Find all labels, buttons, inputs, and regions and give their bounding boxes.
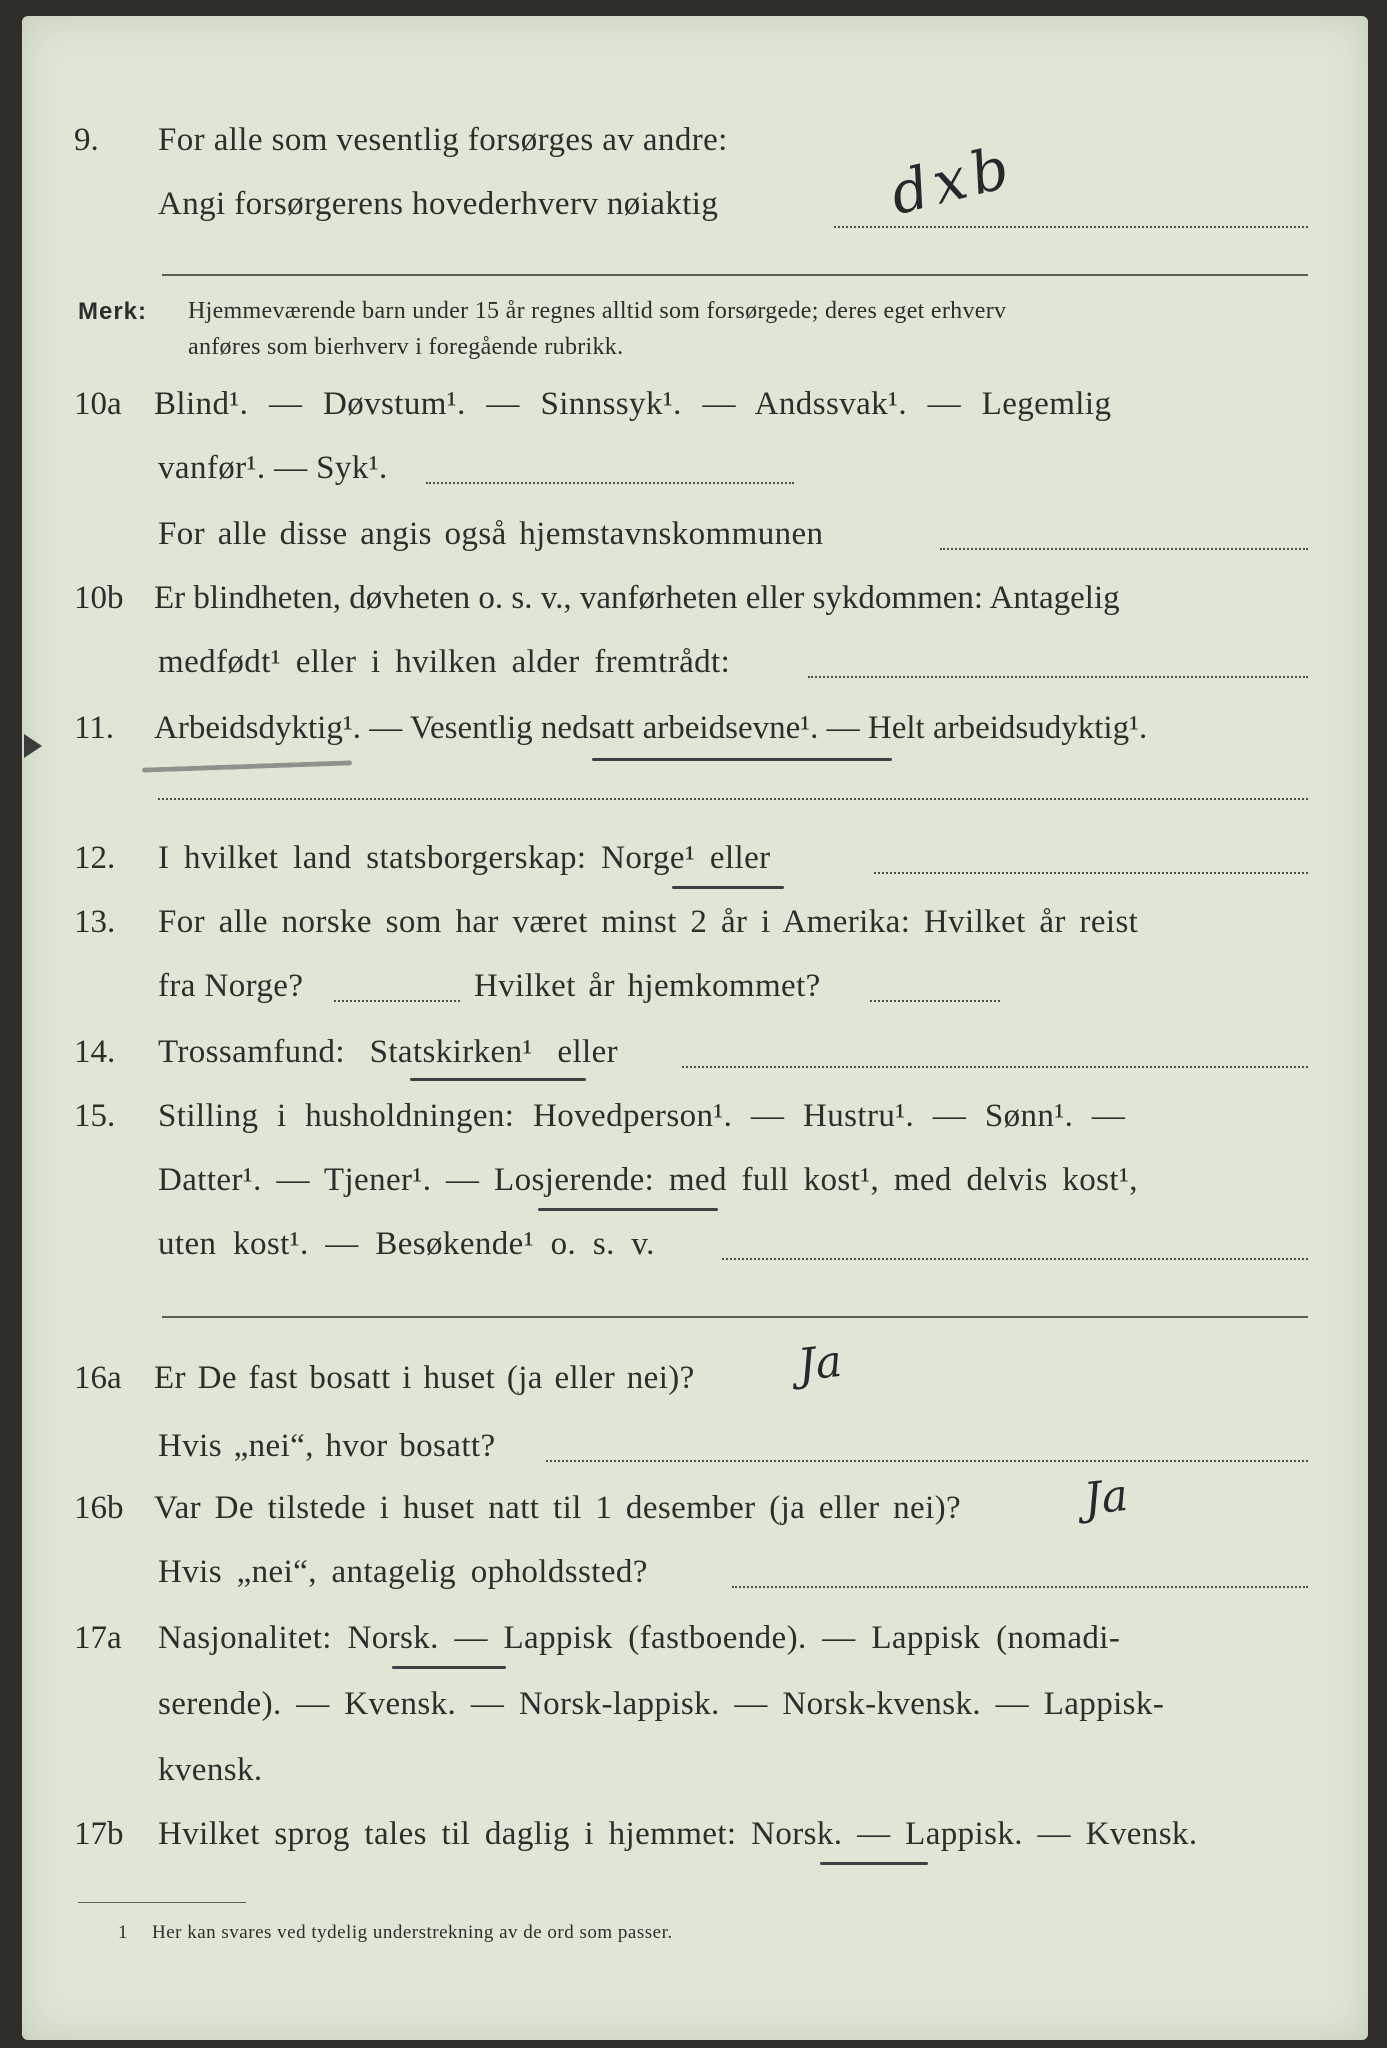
q9-number: 9. <box>74 122 99 158</box>
merk-label: Merk: <box>78 298 148 325</box>
q15-line2: Datter¹. — Tjener¹. — Losjerende: med full kost¹, med delvis kost¹, <box>158 1162 1138 1198</box>
q10b-number: 10b <box>74 580 124 616</box>
q10a-line3: For alle disse angis også hjemstavnskommunen <box>158 516 824 552</box>
q15-separator <box>162 1316 1308 1318</box>
q17a-line2: serende). — Kvensk. — Norsk-lappisk. — Norsk-kvensk. — Lappisk- <box>158 1686 1165 1722</box>
q13-number: 13. <box>74 904 116 940</box>
q12-underline-norge <box>672 886 784 889</box>
q10b-line2: medfødt¹ eller i hvilken alder fremtrådt: <box>158 644 731 680</box>
q10a-hjemstavn-dots <box>940 548 1308 550</box>
q17b-number: 17b <box>74 1816 124 1852</box>
q11-dots <box>158 798 1308 800</box>
q15-osv-dots <box>722 1258 1308 1260</box>
q15-line3: uten kost¹. — Besøkende¹ o. s. v. <box>158 1226 655 1262</box>
footnote-text: Her kan svares ved tydelig understrekning av de ord som passer. <box>152 1922 673 1943</box>
q17b-underline-norsk <box>820 1862 928 1865</box>
merk-line1: Hjemmeværende barn under 15 år regnes alltid som forsørgede; deres eget erhverv <box>188 298 1007 324</box>
q16b-number: 16b <box>74 1490 124 1526</box>
q11-underline-nedsatt <box>592 758 892 761</box>
q10a-line1: Blind¹. — Døvstum¹. — Sinnssyk¹. — Andssvak¹. — Legemlig <box>154 386 1112 422</box>
q15-line1: Stilling i husholdningen: Hovedperson¹. — Hustru¹. — Sønn¹. — <box>158 1098 1126 1134</box>
footnote-rule <box>78 1902 246 1903</box>
footnote-mark: 1 <box>118 1922 128 1943</box>
q15-number: 15. <box>74 1098 116 1134</box>
q10a-line2: vanfør¹. — Syk¹. <box>158 450 388 486</box>
q17a-number: 17a <box>74 1620 122 1656</box>
q15-underline-losjerende <box>538 1208 718 1211</box>
q16a-number: 16a <box>74 1360 122 1396</box>
q13-reist-dots <box>334 1000 460 1002</box>
q9-line1: For alle som vesentlig forsørges av andre: <box>158 122 728 158</box>
q10b-line1: Er blindheten, døvheten o. s. v., vanførheten eller sykdommen: Antagelig <box>154 580 1120 616</box>
q11-line1: Arbeidsdyktig¹. — Vesentlig nedsatt arbeidsevne¹. — Helt arbeidsudyktig¹. <box>154 710 1148 746</box>
q13-line2a: fra Norge? <box>158 968 304 1004</box>
q11-faint-underline <box>142 760 352 772</box>
q17b-line1: Hvilket sprog tales til daglig i hjemmet: Norsk. — Lappisk. — Kvensk. <box>158 1816 1198 1852</box>
q10a-syk-dots <box>426 482 794 484</box>
q14-eller-dots <box>682 1066 1308 1068</box>
q9-separator <box>162 274 1308 276</box>
q16b-opholdssted-dots <box>732 1586 1308 1588</box>
q16a-line2: Hvis „nei“, hvor bosatt? <box>158 1428 496 1464</box>
q17a-line3: kvensk. <box>158 1752 263 1788</box>
q17a-line1: Nasjonalitet: Norsk. — Lappisk (fastboende). — Lappisk (nomadi- <box>158 1620 1121 1656</box>
census-form-page <box>22 16 1368 2040</box>
q9-line2: Angi forsørgerens hovederhverv nøiaktig <box>158 186 719 222</box>
q9-handwritten-answer: dxb <box>883 131 1022 229</box>
q11-number: 11. <box>74 710 115 746</box>
q14-number: 14. <box>74 1034 116 1070</box>
q13-line2b: Hvilket år hjemkommet? <box>474 968 821 1004</box>
q12-line1: I hvilket land statsborgerskap: Norge¹ eller <box>158 840 771 876</box>
q16a-bosatt-dots <box>546 1460 1308 1462</box>
q14-underline-statskirken <box>410 1078 586 1081</box>
q16a-line1: Er De fast bosatt i huset (ja eller nei)? <box>154 1360 695 1396</box>
q16b-line1: Var De tilstede i huset natt til 1 desember (ja eller nei)? <box>154 1490 962 1526</box>
q12-number: 12. <box>74 840 116 876</box>
q16a-handwritten-answer: Ja <box>795 1335 845 1392</box>
q13-line1: For alle norske som har været minst 2 år i Amerika: Hvilket år reist <box>158 904 1139 940</box>
row-pointer-icon <box>22 732 44 760</box>
q17a-underline-norsk <box>392 1666 506 1669</box>
q13-hjemkommet-dots <box>870 1000 1000 1002</box>
q10b-alder-dots <box>808 676 1308 678</box>
q16b-handwritten-answer: Ja <box>1081 1469 1131 1526</box>
q16b-line2: Hvis „nei“, antagelig opholdssted? <box>158 1554 648 1590</box>
q12-eller-dots <box>874 872 1308 874</box>
merk-line2: anføres som bierhverv i foregående rubrikk. <box>188 334 624 360</box>
q14-line1: Trossamfund: Statskirken¹ eller <box>158 1034 619 1070</box>
q10a-number: 10a <box>74 386 122 422</box>
